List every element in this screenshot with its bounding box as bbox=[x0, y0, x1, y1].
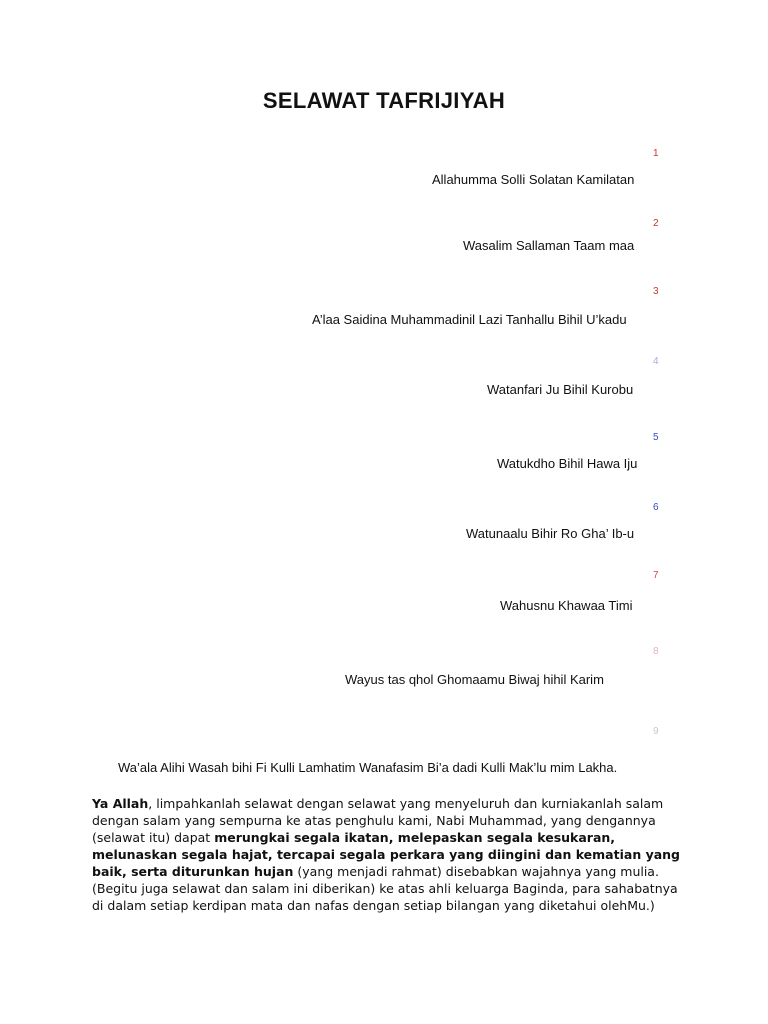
malay-translation bbox=[92, 795, 680, 914]
verse-number: 9 bbox=[653, 726, 659, 737]
transliteration: Watanfari Ju Bihil Kurobu bbox=[487, 382, 634, 397]
verse-number: 5 bbox=[653, 432, 659, 443]
verse-number: 2 bbox=[653, 218, 659, 229]
verse-number: 1 bbox=[653, 148, 659, 159]
transliteration: Watukdho Bihil Hawa Iju bbox=[497, 456, 638, 471]
page-title: SELAWAT TAFRIJIYAH bbox=[262, 88, 506, 113]
transliteration: Allahumma Solli Solatan Kamilatan bbox=[432, 172, 635, 187]
transliteration: Wayus tas qhol Ghomaamu Biwaj hihil Karim bbox=[345, 672, 604, 687]
meaning-part: Ya Allah bbox=[92, 796, 149, 811]
verse-number: 8 bbox=[653, 646, 659, 657]
meaning-part: , limpahkanlah selawat dengan selawat yang menyeluruh dan kurniakanlah salam dengan salam yang sempurna ke atas penghulu kami, Nabi Muhammad, yang dengannya (selawat itu) dapat bbox=[92, 796, 664, 845]
meaning-part: merungkai segala ikatan, melepaskan segala kesukaran, melunaskan segala hajat, tercapai segala perkara yang diingini dan kematian yang baik, serta diturunkan hujan bbox=[92, 830, 680, 879]
verse-number: 6 bbox=[653, 502, 659, 513]
meaning-part: (yang menjadi rahmat) disebabkan wajahnya yang mulia. (Begitu juga selawat dan salam ini diberikan) ke atas ahli keluarga Baginda, para sahabatnya di dalam setiap kerdipan mata dan nafas dengan setiap bilangan yang diketahui olehMu.) bbox=[92, 864, 678, 913]
verse-number: 3 bbox=[653, 286, 659, 297]
transliteration: A’laa Saidina Muhammadinil Lazi Tanhallu Bihil U’kadu bbox=[312, 312, 627, 327]
verse-number: 4 bbox=[653, 356, 659, 367]
transliteration: Wahusnu Khawaa Timi bbox=[500, 598, 633, 613]
verse-number: 7 bbox=[653, 570, 659, 581]
transliteration: Wa’ala Alihi Wasah bihi Fi Kulli Lamhatim Wanafasim Bi’a dadi Kulli Mak’lu mim Lakha. bbox=[118, 760, 618, 775]
transliteration: Wasalim Sallaman Taam maa bbox=[463, 238, 635, 253]
transliteration: Watunaalu Bihir Ro Gha’ Ib-u bbox=[466, 526, 635, 541]
